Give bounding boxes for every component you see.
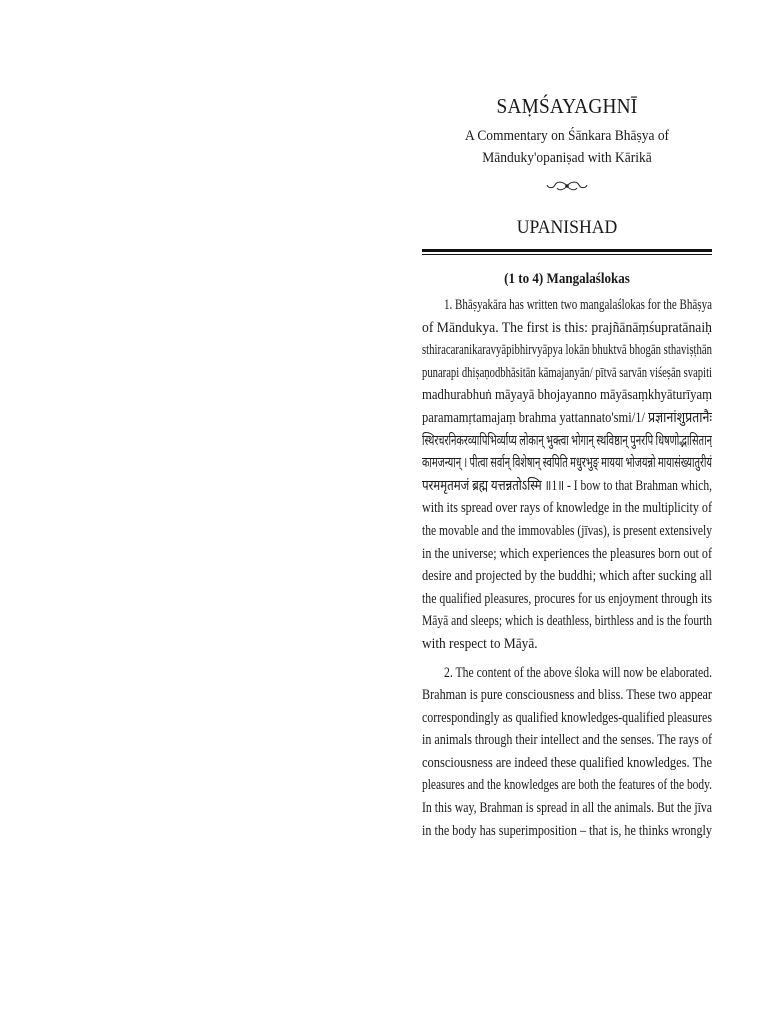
body-line-text: with respect to Māyā.: [422, 635, 538, 652]
body-line-text: परममृतमजं ब्रह्म यत्तन्नतोऽस्मि ॥1॥ - I bow to that Brahman which,: [422, 477, 712, 494]
body-line-text: In this way, Brahman is spread in all the animals. But the jīva: [422, 800, 712, 817]
body-line: [422, 452, 712, 475]
body-line: [422, 294, 712, 317]
body-line-text: the movable and the immovables (jīvas), is present extensively: [422, 522, 712, 539]
body-line: [422, 684, 712, 707]
body-line: [422, 339, 712, 362]
heading-rule-thick: [422, 249, 712, 252]
body-line: [422, 520, 712, 543]
body-line: [422, 430, 712, 453]
body-line-text: 1. Bhāṣyakāra has written two mangalaślokas for the Bhāṣya: [444, 297, 712, 313]
body-line: [422, 662, 712, 685]
body-line-text: punarapi dhiṣaṇodbhāsitān kāmajanyān/ pītvā sarvān viśeṣān svapiti: [422, 364, 712, 381]
subheading: (1 to 4) Mangalaślokas: [504, 271, 630, 287]
scroll-ornament-icon: [545, 179, 589, 193]
body-line-text: consciousness are indeed these qualified knowledges. The: [422, 754, 712, 771]
subtitle-line-2: Mānduky'opaniṣad with Kārikā: [482, 150, 652, 166]
body-line: [422, 362, 712, 385]
body-line: [422, 384, 712, 407]
body-line: [422, 475, 712, 498]
heading-rule-thin: [422, 254, 712, 255]
body-line-text: the qualified pleasures, procures for us enjoyment through its: [422, 590, 712, 607]
body-line-text: desire and projected by the buddhi; which after sucking all: [422, 568, 712, 585]
body-line-text: with its spread over rays of knowledge in the multiplicity of: [422, 500, 712, 517]
body-line-text: paramamṛtamajaṃ brahma yattannato'smi/1/ प्रज्ञानांशुप्रतानैः: [422, 409, 712, 426]
body-line: [422, 820, 712, 843]
body-line-text: कामजन्यान् । पीत्वा सर्वान् विशेषान् स्वपिति मधुरभुङ् मायया भोजयन्नो मायासंख्यातुरीयं: [422, 455, 712, 472]
body-line: [422, 707, 712, 730]
body-line-text: sthiracaranikaravyāpibhirvyāpya lokān bhuktvā bhogān sthaviṣṭhān: [422, 342, 712, 359]
body-line-text: Māyā and sleeps; which is deathless, birthless and is the fourth: [422, 613, 712, 630]
body-line: [422, 407, 712, 430]
body-line-text: 2. The content of the above śloka will now be elaborated.: [444, 664, 712, 681]
page-column: [422, 82, 712, 842]
body-line: [422, 543, 712, 566]
body-line: [422, 497, 712, 520]
body-line-text: Brahman is pure consciousness and bliss. These two appear: [422, 687, 712, 704]
body-line-text: स्थिरचरनिकरव्यापिभिर्व्याप्य लोकान् भुक्त्वा भोगान् स्थविष्ठान् पुनरपि धिषणोद्भासितान्: [422, 432, 712, 449]
body-line: [422, 797, 712, 820]
body-line-text: in animals through their intellect and the senses. The rays of: [422, 732, 712, 749]
body-line-text: in the body has superimposition – that is, he thinks wrongly: [422, 822, 712, 839]
body-line-text: in the universe; which experiences the pleasures born out of: [422, 545, 712, 562]
body-line: [422, 633, 712, 656]
body-line: [422, 774, 712, 797]
body-line: [422, 588, 712, 611]
body-line: [422, 752, 712, 775]
subtitle-line-1: A Commentary on Śānkara Bhāṣya of: [464, 128, 670, 144]
book-title: SAṂŚAYAGHNĪ: [496, 94, 638, 118]
body-line-text: madhurabhuṅ māyayā bhojayanno māyāsaṃkhyāturīyaṃ: [422, 387, 712, 404]
body-line-text: pleasures and the knowledges are both the features of the body.: [422, 777, 712, 794]
section-heading: UPANISHAD: [516, 217, 618, 238]
body-line-text: of Māndukya. The first is this: prajñānāṃśupratānaiḥ: [422, 319, 712, 336]
body-line: [422, 729, 712, 752]
body-line: [422, 610, 712, 633]
body-text: [422, 294, 712, 842]
body-line-text: correspondingly as qualified knowledges-qualified pleasures: [422, 709, 712, 726]
body-line: [422, 565, 712, 588]
body-line: [422, 317, 712, 340]
